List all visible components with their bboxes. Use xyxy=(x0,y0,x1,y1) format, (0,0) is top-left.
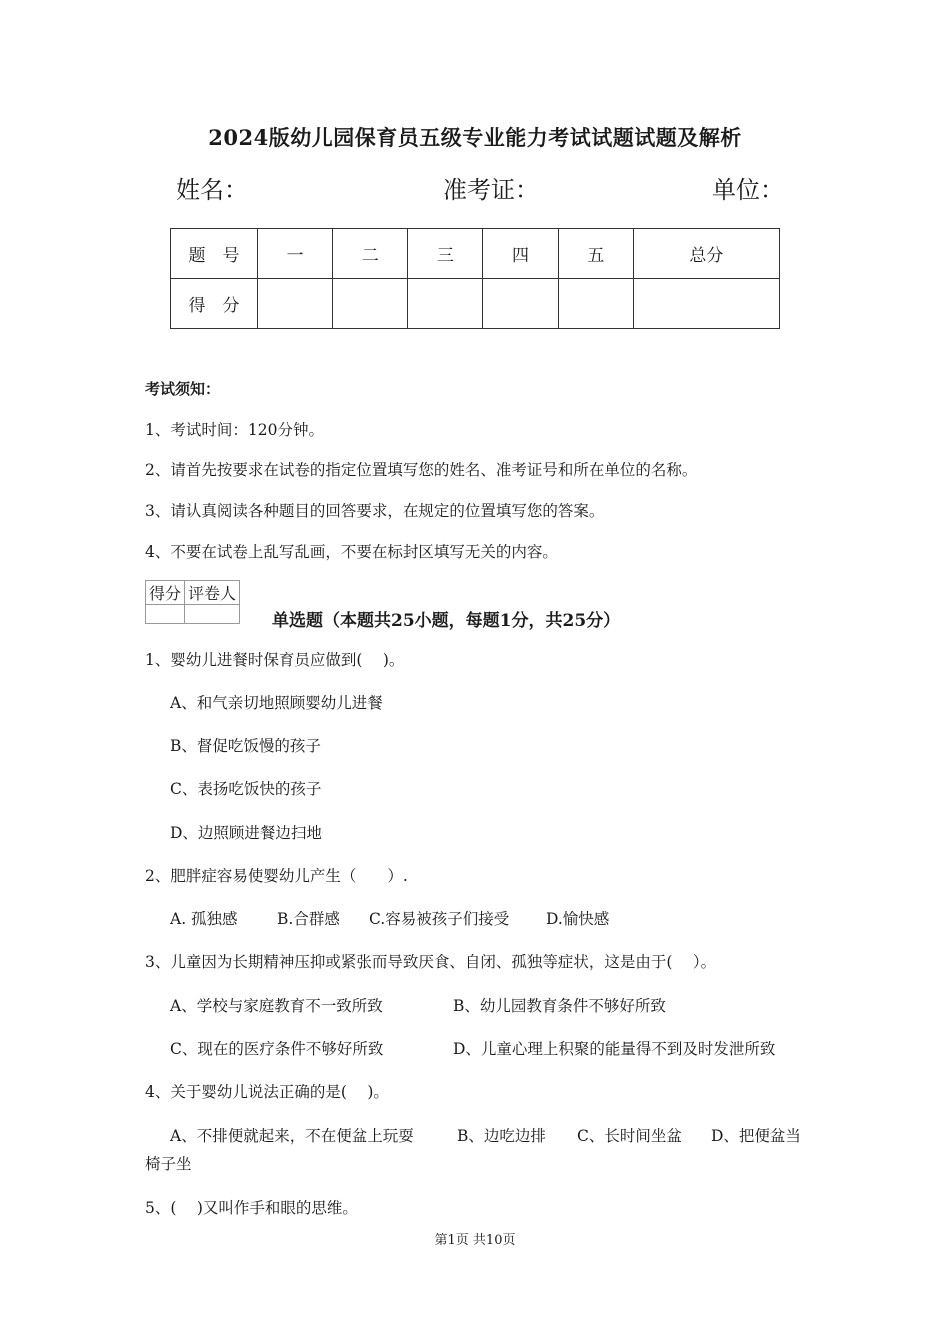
grader-score-cell[interactable] xyxy=(146,605,185,624)
notice-item: 2、请首先按要求在试卷的指定位置填写您的姓名、准考证号和所在单位的名称。 xyxy=(145,461,698,479)
section-title: 单选题（本题共25小题，每题1分，共25分） xyxy=(272,611,621,631)
score-table-header-row xyxy=(171,229,780,279)
score-cell[interactable] xyxy=(558,279,633,329)
question-stem: 3、儿童因为长期精神压抑或紧张而导致厌食、自闭、孤独等症状，这是由于( ）。 xyxy=(145,953,717,971)
notice-item: 1、考试时间：120分钟。 xyxy=(145,421,324,439)
notice-heading: 考试须知： xyxy=(145,380,221,398)
question-option: D.愉快感 xyxy=(546,910,610,928)
question-option: B、幼儿园教育条件不够好所致 xyxy=(453,997,666,1015)
grader-reviewer-cell[interactable] xyxy=(185,605,240,624)
grader-box xyxy=(145,580,240,624)
score-header-cell: 题 号 xyxy=(171,229,258,279)
question-stem: 2、肥胖症容易使婴幼儿产生（ ）. xyxy=(145,867,408,885)
question-option: D、把便盆当 xyxy=(711,1127,801,1145)
question-option-continued: 椅子坐 xyxy=(145,1155,192,1173)
score-row-label: 得 分 xyxy=(171,279,258,329)
notice-item: 3、请认真阅读各种题目的回答要求，在规定的位置填写您的答案。 xyxy=(145,502,605,520)
score-cell[interactable] xyxy=(333,279,408,329)
question-option: A、学校与家庭教育不一致所致 xyxy=(170,997,383,1015)
question-option: C、表扬吃饭快的孩子 xyxy=(170,780,322,798)
unit-field-label: 单位： xyxy=(712,176,784,204)
score-header-cell: 五 xyxy=(558,229,633,279)
question-stem: 4、关于婴幼儿说法正确的是( )。 xyxy=(145,1083,389,1101)
score-table xyxy=(170,228,780,329)
question-option: A、不排便就起来，不在便盆上玩耍 xyxy=(170,1127,414,1145)
page-title: 2024版幼儿园保育员五级专业能力考试试题试题及解析 xyxy=(208,125,742,150)
question-option: C.容易被孩子们接受 xyxy=(369,910,510,928)
exam-number-field-label: 准考证： xyxy=(443,176,539,204)
score-cell[interactable] xyxy=(408,279,483,329)
score-header-cell: 一 xyxy=(258,229,333,279)
grader-reviewer-label: 评卷人 xyxy=(185,581,240,605)
page-footer: 第1页 共10页 xyxy=(434,1233,516,1248)
question-stem: 5、( )又叫作手和眼的思维。 xyxy=(145,1199,358,1217)
score-cell[interactable] xyxy=(633,279,779,329)
score-cell[interactable] xyxy=(483,279,558,329)
question-option: A. 孤独感 xyxy=(170,910,238,928)
score-header-cell: 三 xyxy=(408,229,483,279)
question-option: A、和气亲切地照顾婴幼儿进餐 xyxy=(170,694,383,712)
name-field-label: 姓名： xyxy=(176,176,248,204)
question-option: B、督促吃饭慢的孩子 xyxy=(170,737,321,755)
score-header-cell: 二 xyxy=(333,229,408,279)
score-table-score-row xyxy=(171,279,780,329)
score-header-cell: 总分 xyxy=(633,229,779,279)
question-stem: 1、婴幼儿进餐时保育员应做到( )。 xyxy=(145,651,405,669)
question-option: B、边吃边排 xyxy=(457,1127,546,1145)
question-option: B.合群感 xyxy=(277,910,340,928)
question-option: D、边照顾进餐边扫地 xyxy=(170,824,322,842)
question-option: D、儿童心理上积聚的能量得不到及时发泄所致 xyxy=(453,1040,776,1058)
question-option: C、现在的医疗条件不够好所致 xyxy=(170,1040,384,1058)
score-header-cell: 四 xyxy=(483,229,558,279)
score-cell[interactable] xyxy=(258,279,333,329)
grader-score-label: 得分 xyxy=(146,581,185,605)
question-option: C、长时间坐盆 xyxy=(577,1127,682,1145)
notice-item: 4、不要在试卷上乱写乱画，不要在标封区填写无关的内容。 xyxy=(145,543,558,561)
